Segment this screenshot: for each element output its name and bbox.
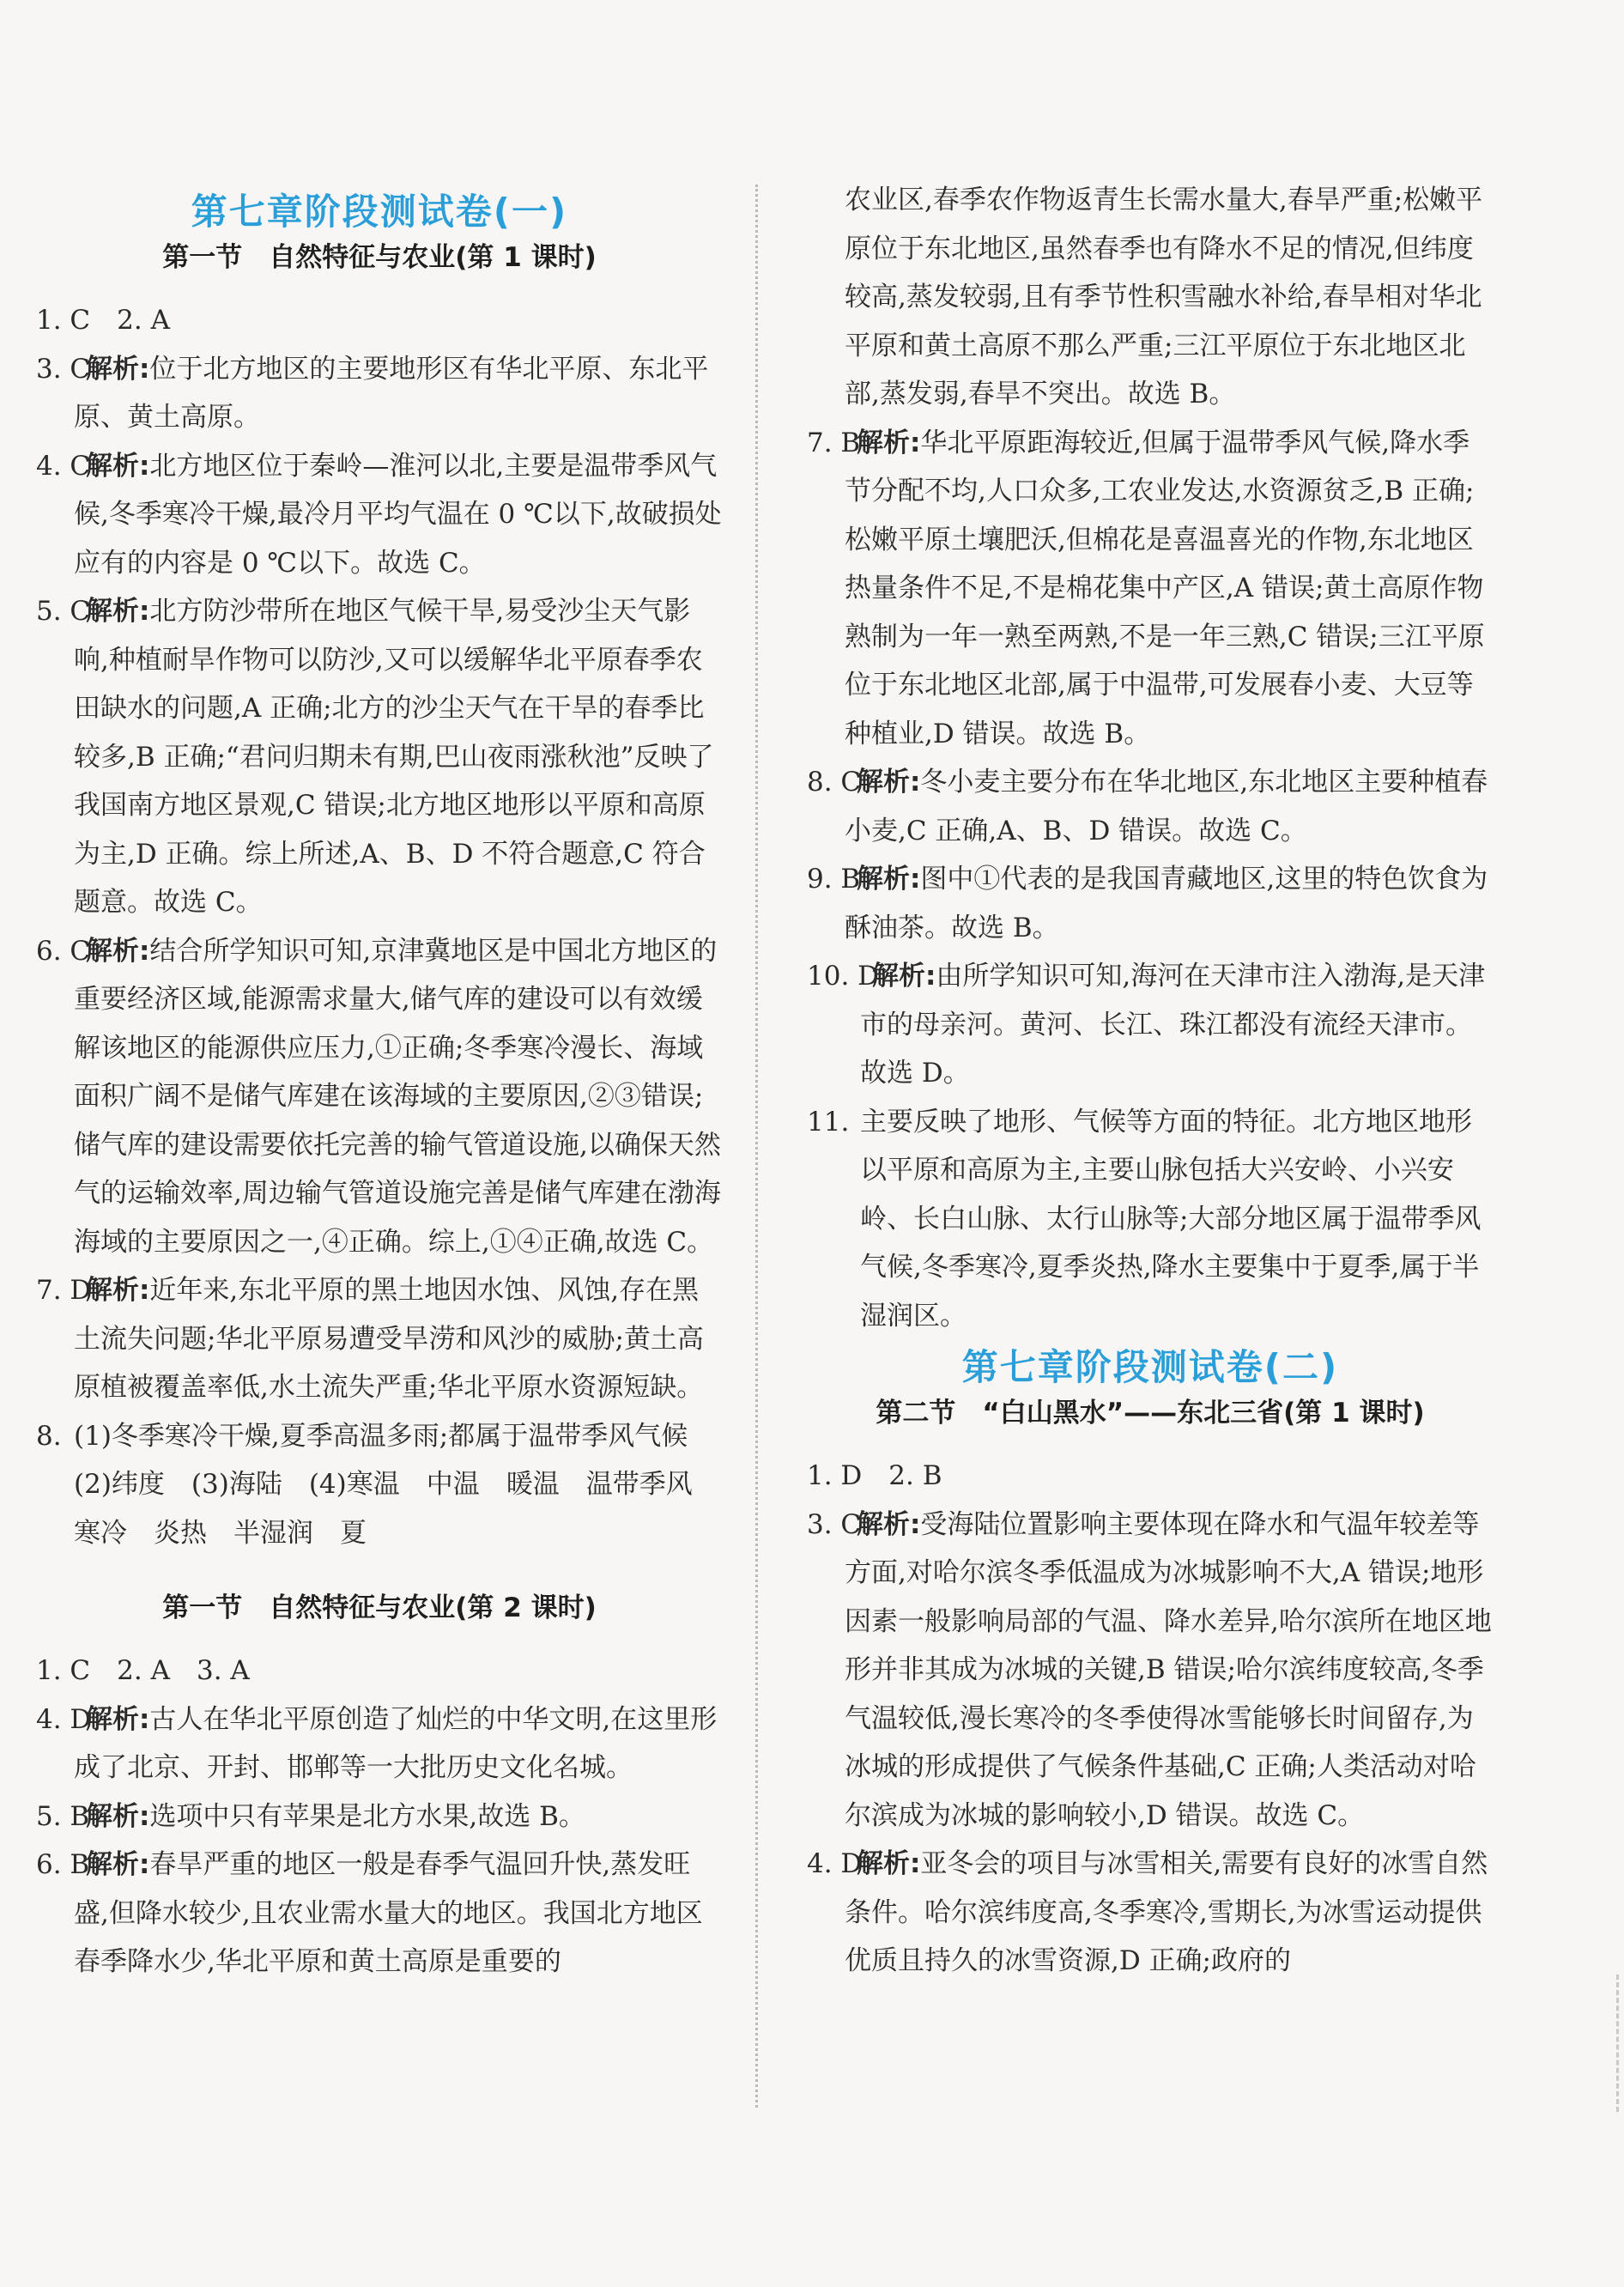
answer-6-continued: 农业区,春季农作物返青生长需水量大,春旱严重;松嫩平原位于东北地区,虽然春季也有降水不足的情况,但纬度较高,蒸发较弱,且有季节性积雪融水补给,春旱相对华北平原和黄土高原不那么严重;三江平原位于东北地区北部,蒸发弱,春旱不突出。故选 B。 [845, 185, 1483, 409]
analysis-label: 解析: [857, 1848, 921, 1879]
answer-4 [36, 442, 723, 588]
analysis-label: 解析: [86, 1275, 150, 1306]
answer-number: 8. C [807, 767, 862, 798]
analysis-text: 图中①代表的是我国青藏地区,这里的特色饮食为酥油茶。故选 B。 [845, 864, 1488, 943]
answer-5 [36, 1793, 723, 1841]
section-title-3: 第二节 “白山黑水”——东北三省(第 1 课时) [876, 1398, 1425, 1429]
analysis-text: 古人在华北平原创造了灿烂的中华文明,在这里形成了北京、开封、邯郸等一大批历史文化名城。 [74, 1703, 718, 1783]
analysis-label: 解析: [857, 1508, 921, 1540]
answer-number: 7. D [36, 1275, 92, 1306]
page-edge-marks [1613, 1975, 1619, 2112]
answer-number: 4. D [807, 1848, 863, 1879]
answer-number: 11. [807, 1106, 850, 1137]
analysis-text: 选项中只有苹果是北方水果,故选 B。 [149, 1800, 585, 1832]
section-title-2: 第一节 自然特征与农业(第 2 课时) [162, 1592, 597, 1623]
analysis-text: 受海陆位置影响主要体现在降水和气温年较差等方面,对哈尔滨冬季低温成为冰城影响不大,A 错误;地形因素一般影响局部的气温、降水差异,哈尔滨所在地区地形并非其成为冰城的关键,B 错误;哈尔滨纬度较高,冬季气温较低,漫长寒冷的冬季使得冰雪能够长时间留存,为冰城的形成提供了气候条件基础,C 正确;人类活动对哈尔滨成为冰城的影响较小,D 错误。故选 C。 [845, 1508, 1492, 1831]
answer-number: 9. B [807, 864, 861, 895]
analysis-text: 亚冬会的项目与冰雪相关,需要有良好的冰雪自然条件。哈尔滨纬度高,冬季寒冷,雪期长,为冰雪运动提供优质且持久的冰雪资源,D 正确;政府的 [845, 1848, 1488, 1976]
chapter-title-2: 第七章阶段测试卷(二) [961, 1346, 1339, 1388]
answers-1-3: 1. C 2. A 3. A [36, 1655, 250, 1686]
answer-number: 10. D [807, 961, 880, 992]
answer-number: 6. C [36, 935, 91, 967]
answer-number: 4. C [36, 450, 91, 482]
answer-7 [807, 419, 1494, 759]
answer-7 [36, 1266, 723, 1412]
analysis-text: 春旱严重的地区一般是春季气温回升快,蒸发旺盛,但降水较少,且农业需水量大的地区。我国北方地区春季降水少,华北平原和黄土高原是重要的 [74, 1849, 703, 1977]
answer-number: 3. C [36, 353, 91, 385]
answers-1-2: 1. D 2. B [807, 1460, 942, 1491]
answer-4 [807, 1840, 1494, 1986]
analysis-label: 解析: [857, 427, 921, 458]
section-title-1: 第一节 自然特征与农业(第 1 课时) [162, 242, 597, 273]
analysis-label: 解析: [86, 1849, 150, 1880]
analysis-label: 解析: [86, 353, 150, 385]
analysis-text: 冬小麦主要分布在华北地区,东北地区主要种植春小麦,C 正确,A、B、D 错误。故选 C。 [845, 767, 1488, 846]
answer-3 [36, 345, 723, 442]
answers-1-2: 1. C 2. A [36, 305, 170, 336]
analysis-text: 华北平原距海较近,但属于温带季风气候,降水季节分配不均,人口众多,工农业发达,水资源贫乏,B 正确;松嫩平原土壤肥沃,但棉花是喜温喜光的作物,东北地区热量条件不足,不是棉花集中产区,A 错误;黄土高原作物熟制为一年一熟至两熟,不是一年三熟,C 错误;三江平原位于东北地区北部,属于中温带,可发展春小麦、大豆等种植业,D 错误。故选 B。 [845, 427, 1485, 749]
analysis-label: 解析: [86, 1800, 150, 1832]
analysis-label: 解析: [857, 767, 921, 798]
answer-number: 3. C [807, 1508, 862, 1540]
answer-text: (1)冬季寒冷干燥,夏季高温多雨;都属于温带季风气候 (2)纬度 (3)海陆 (4)寒温 中温 暖温 温带季风 寒冷 炎热 半湿润 夏 [74, 1420, 719, 1549]
analysis-text: 北方地区位于秦岭—淮河以北,主要是温带季风气候,冬季寒冷干燥,最冷月平均气温在 0 ℃以下,故破损处应有的内容是 0 ℃以下。故选 C。 [74, 450, 722, 579]
answer-11 [807, 1098, 1494, 1341]
answer-4 [36, 1696, 723, 1793]
analysis-text: 由所学知识可知,海河在天津市注入渤海,是天津市的母亲河。黄河、长江、珠江都没有流经天津市。故选 D。 [860, 961, 1486, 1089]
answer-text: 主要反映了地形、气候等方面的特征。北方地区地形以平原和高原为主,主要山脉包括大兴安岭、小兴安岭、长白山脉、太行山脉等;大部分地区属于温带季风气候,冬季寒冷,夏季炎热,降水主要集中于夏季,属于半湿润区。 [860, 1106, 1482, 1332]
answer-number: 5. C [36, 596, 91, 627]
answer-9 [807, 855, 1494, 952]
analysis-label: 解析: [872, 961, 936, 992]
answer-6 [36, 1841, 723, 1987]
analysis-label: 解析: [86, 935, 150, 967]
right-column [807, 176, 1494, 1986]
answer-number: 5. B [36, 1800, 90, 1832]
analysis-text: 位于北方地区的主要地形区有华北平原、东北平原、黄土高原。 [74, 353, 709, 433]
analysis-text: 结合所学知识可知,京津冀地区是中国北方地区的重要经济区域,能源需求量大,储气库的建设可以有效缓解该地区的能源供应压力,①正确;冬季寒冷漫长、海域面积广阔不是储气库建在该海域的主要原因,②③错误;储气库的建设需要依托完善的输气管道设施,以确保天然气的运输效率,周边输气管道设施完善是储气库建在渤海海域的主要原因之一,④正确。综上,①④正确,故选 C。 [74, 935, 721, 1258]
left-column [36, 185, 723, 1987]
answer-number: 7. B [807, 427, 861, 458]
answer-number: 8. [36, 1420, 62, 1452]
answer-5 [36, 587, 723, 927]
analysis-label: 解析: [86, 450, 150, 482]
analysis-label: 解析: [86, 1703, 150, 1735]
analysis-label: 解析: [86, 596, 150, 627]
answer-number: 4. D [36, 1703, 92, 1735]
answer-8 [807, 758, 1494, 855]
chapter-title-1: 第七章阶段测试卷(一) [191, 191, 568, 233]
analysis-label: 解析: [857, 864, 921, 895]
answer-8 [36, 1412, 723, 1558]
column-divider [755, 185, 758, 2108]
answer-3 [807, 1501, 1494, 1841]
answer-6 [36, 927, 723, 1267]
answer-10 [807, 952, 1494, 1098]
answer-number: 6. B [36, 1849, 90, 1880]
analysis-text: 近年来,东北平原的黑土地因水蚀、风蚀,存在黑土流失问题;华北平原易遭受旱涝和风沙的威胁;黄土高原植被覆盖率低,水土流失严重;华北平原水资源短缺。 [74, 1275, 704, 1403]
analysis-text: 北方防沙带所在地区气候干旱,易受沙尘天气影响,种植耐旱作物可以防沙,又可以缓解华北平原春季农田缺水的问题,A 正确;北方的沙尘天气在干旱的春季比较多,B 正确;“君问归期未有期,巴山夜雨涨秋池”反映了我国南方地区景观,C 错误;北方地区地形以平原和高原为主,D 正确。综上所述,A、B、D 不符合题意,C 符合题意。故选 C。 [74, 596, 714, 918]
